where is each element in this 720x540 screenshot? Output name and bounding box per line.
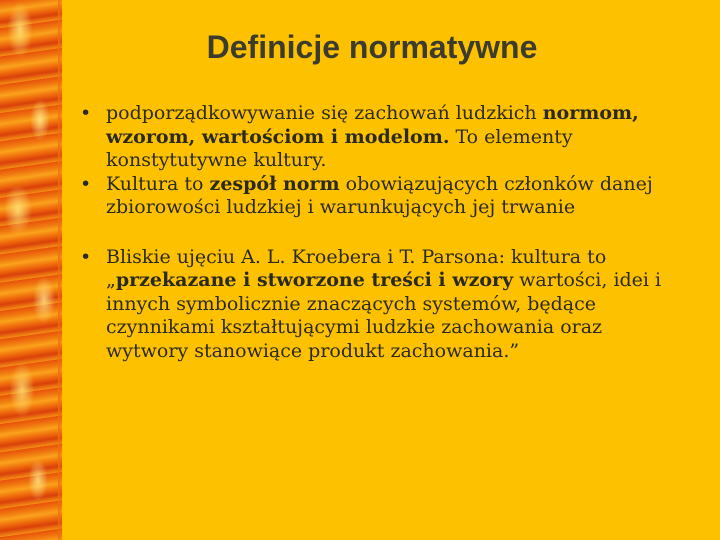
bullet-text: Kultura to (106, 172, 210, 195)
bullet-dot-icon: • (80, 245, 92, 268)
bullet-dot-icon: • (80, 172, 92, 195)
bullet-item-3 (78, 246, 688, 364)
bullet-list (78, 102, 688, 363)
slide-title: Definicje normatywne (206, 29, 538, 65)
bullet-bold-text: zespół norm (209, 172, 340, 195)
side-strip-edge (58, 0, 63, 540)
bullet-item-2 (78, 173, 688, 220)
bullet-text: wartości, idei i innych symbolicznie znaczących systemów, będące czynnikami kształtującymi ludzkie zachowania oraz wytwory stanowiące produkt zachowania.” (106, 269, 662, 362)
bullet-text: To elementy konstytutywne kultury. (106, 125, 573, 171)
decorative-side-strip (0, 0, 62, 540)
bullet-text: Bliskie ujęciu A. L. Kroebera i T. Parsona: kultura to „ (106, 245, 607, 291)
bullet-bold-text: normom, wzorom, wartościom i modelom. (106, 102, 639, 148)
bullet-dot-icon: • (80, 102, 92, 124)
bullet-text: podporządkowywanie się zachowań ludzkich (106, 102, 543, 124)
bullet-bold-text: przekazane i stworzone treści i wzory (115, 269, 514, 291)
bullet-item-1 (78, 102, 688, 173)
bullet-text: obowiązujących członków danej zbiorowości ludzkiej i warunkujących jej trwanie (106, 172, 653, 218)
